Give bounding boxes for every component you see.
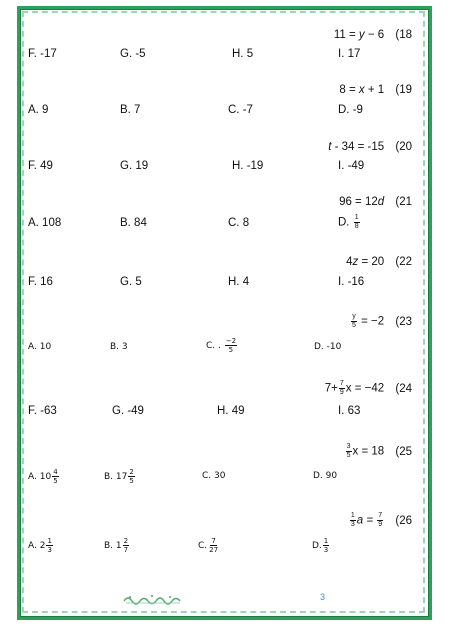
option-d[interactable]: D. -9 [338,104,363,116]
option-i[interactable]: I. -49 [338,160,365,172]
option-b[interactable]: B. 1 $\frac{2}{7}$ [104,537,129,554]
option-f[interactable]: F. 49 [28,160,53,172]
fraction: $\frac{1}{3}$ [323,537,329,554]
question-21: 96 = 12d (21 [339,196,412,208]
option-g[interactable]: G. 5 [120,276,142,288]
option-a[interactable]: A. 108 [28,217,62,229]
option-d[interactable]: D. 90 [313,471,338,481]
question-24: 7+ $\frac{7}{9}$ x = −42 (24 [324,380,412,396]
option-b[interactable]: B. 84 [120,217,147,229]
question-23: $\frac{y}{5}$ = −2 (23 [352,313,412,329]
page-number: 3 [320,592,326,602]
option-c[interactable]: C. $\frac{7}{27}$ [198,537,219,554]
option-h[interactable]: H. 49 [217,405,245,417]
option-g[interactable]: G. -5 [120,48,146,60]
option-c[interactable]: C. -7 [228,104,253,116]
option-f[interactable]: F. -63 [28,405,57,417]
question-22: 4z = 20 (22 [346,256,412,268]
fraction: $\frac{7}{27}$ [209,537,219,554]
fraction: $\frac{-2}{5}$ [225,337,237,354]
option-g[interactable]: G. -49 [112,405,144,417]
fraction: $\frac{1}{8}$ [354,214,359,230]
fraction: $\frac{y}{5}$ [352,313,356,329]
fraction: $\frac{4}{5}$ [53,468,58,485]
option-d[interactable]: D. $\frac{1}{3}$ [312,537,329,554]
option-g[interactable]: G. 19 [120,160,149,172]
option-a[interactable]: A. 2 $\frac{1}{3}$ [28,537,52,554]
option-c[interactable]: C. 8 [228,217,250,229]
fraction: $\frac{2}{7}$ [123,537,129,554]
fraction: $\frac{2}{5}$ [129,468,134,485]
option-f[interactable]: F. -17 [28,48,57,60]
question-19: 8 = x + 1 (19 [339,84,412,96]
option-c[interactable]: C. 30 [202,471,226,481]
option-a[interactable]: A. 10 $\frac{4}{5}$ [28,468,58,485]
option-h[interactable]: H. -19 [232,160,264,172]
option-i[interactable]: I. -16 [338,276,365,288]
option-h[interactable]: H. 5 [232,48,254,60]
option-f[interactable]: F. 16 [28,276,53,288]
fraction: $\frac{3}{5}$ [346,443,351,459]
option-i[interactable]: I. 17 [338,48,361,60]
option-b[interactable]: B. 3 [110,342,128,352]
option-b[interactable]: B. 7 [120,104,141,116]
option-a[interactable]: A. 9 [28,104,49,116]
option-h[interactable]: H. 4 [228,276,250,288]
option-i[interactable]: I. 63 [338,405,361,417]
question-20: t - 34 = -15 (20 [328,141,412,153]
footer-logo-icon [122,592,184,606]
fraction: $\frac{7}{9}$ [339,380,344,396]
question-25: $\frac{3}{5}$ x = 18 (25 [346,443,412,459]
question-26: $\frac{1}{3}$ a = $\frac{7}{9}$ (26 [350,512,412,528]
option-c[interactable]: C. . $\frac{-2}{5}$ [206,337,237,354]
question-18: 11 = y − 6 (18 [333,29,412,41]
fraction: $\frac{1}{3}$ [350,512,355,528]
option-d[interactable]: D. $\frac{1}{8}$ [338,214,359,230]
fraction: $\frac{7}{9}$ [378,512,383,528]
option-d[interactable]: D. -10 [314,342,342,352]
option-a[interactable]: A. 10 [28,342,52,352]
option-b[interactable]: B. 17 $\frac{2}{5}$ [104,468,134,485]
fraction: $\frac{1}{3}$ [47,537,52,554]
